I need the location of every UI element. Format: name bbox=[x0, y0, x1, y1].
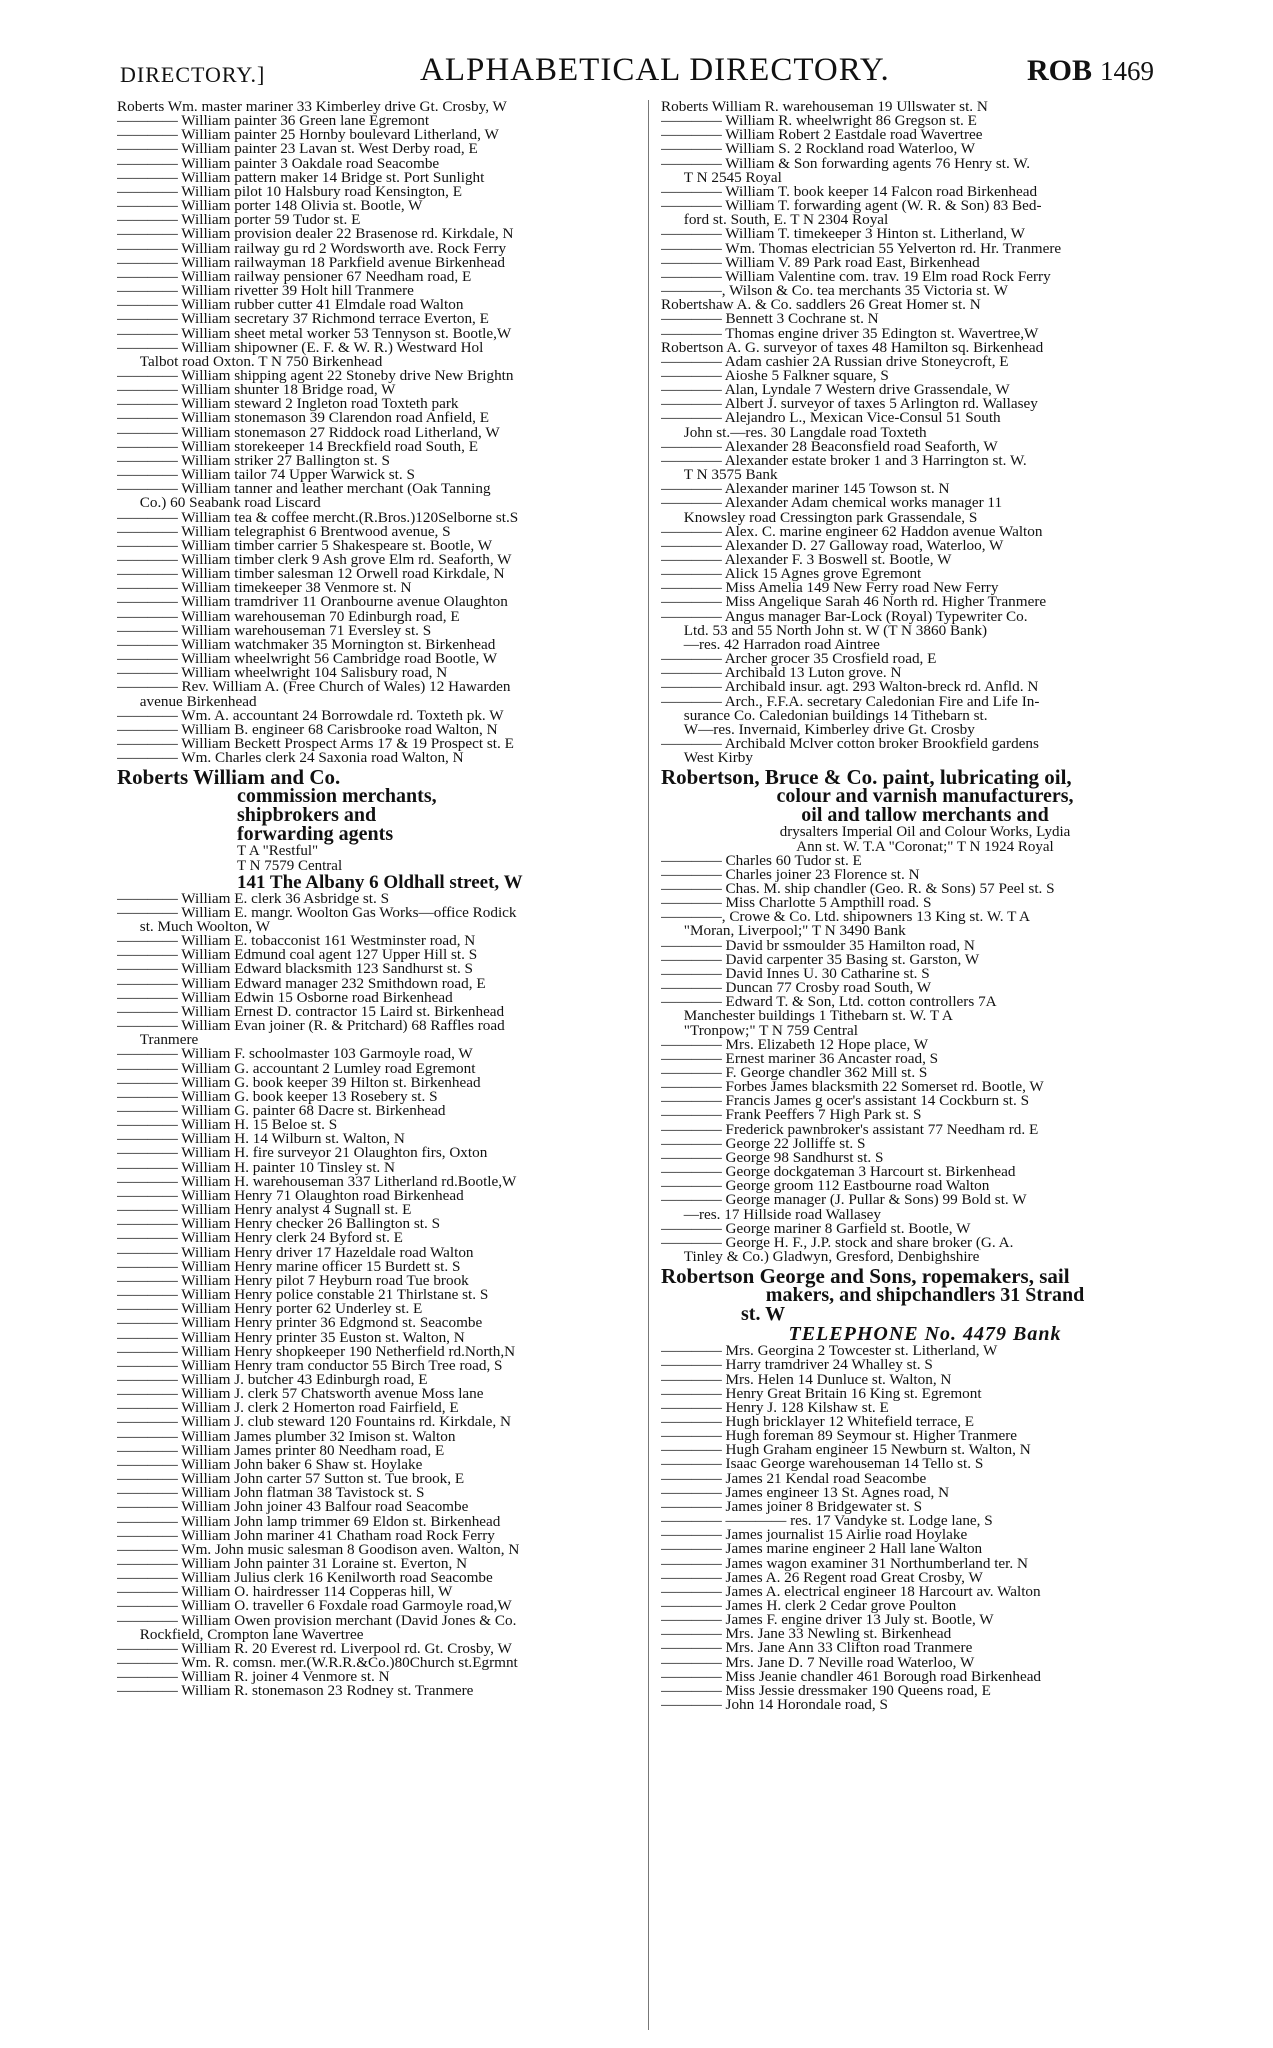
page-number: 1469 bbox=[1100, 56, 1154, 86]
directory-entry: ———— Angus manager Bar-Lock (Royal) Typewriter Co. bbox=[661, 607, 1028, 625]
directory-entry: ———— William F. schoolmaster 103 Garmoyle road, W bbox=[117, 1045, 473, 1063]
directory-entry: ———— William Henry police constable 21 Thirlstane st. S bbox=[117, 1286, 489, 1304]
directory-entry: ———— Ernest mariner 36 Ancaster road, S bbox=[661, 1049, 939, 1067]
directory-entry: ———— William G. painter 68 Dacre st. Birkenhead bbox=[117, 1102, 446, 1119]
firm-line: drysalters Imperial Oil and Colour Works, Lydia bbox=[779, 824, 1071, 841]
firm-line: makers, and shipchandlers 31 Strand bbox=[765, 1284, 1085, 1307]
directory-entry: ———— William H. 14 Wilburn st. Walton, N bbox=[117, 1130, 405, 1148]
directory-entry: ———— Archibald 13 Luton grove. N bbox=[661, 664, 902, 682]
header-left: DIRECTORY.] bbox=[120, 62, 266, 87]
header-title: ALPHABETICAL DIRECTORY. bbox=[420, 52, 890, 88]
directory-entry: ———— Rev. William A. (Free Church of Wales) 12 Hawarden bbox=[117, 678, 511, 696]
directory-entry: ———— Mrs. Jane Ann 33 Clifton road Tranmere bbox=[661, 1639, 973, 1657]
directory-entry: ———— Adam cashier 2A Russian drive Stoneycroft, E bbox=[661, 352, 1009, 370]
directory-entry: ———— William H. painter 10 Tinsley st. N bbox=[117, 1158, 395, 1176]
directory-entry: ———— William railway pensioner 67 Needham road, E bbox=[117, 267, 472, 285]
directory-entry: ———— David Innes U. 30 Catharine st. S bbox=[661, 964, 930, 982]
directory-entry: ———— James A. electrical engineer 18 Harcourt av. Walton bbox=[661, 1582, 1041, 1600]
directory-entry: ———— William T. timekeeper 3 Hinton st. Litherland, W bbox=[661, 225, 1025, 243]
directory-entry: ———— William Owen provision merchant (David Jones & Co. bbox=[117, 1611, 517, 1629]
directory-entry: ———— David br ssmoulder 35 Hamilton road, N bbox=[661, 936, 975, 954]
directory-entry: Co.) 60 Seabank road Liscard bbox=[117, 494, 321, 512]
directory-entry: ———— William Edwin 15 Osborne road Birkenhead bbox=[117, 988, 453, 1006]
directory-entry: ———— Alick 15 Agnes grove Egremont bbox=[661, 565, 922, 583]
directory-entry: ———— William telegraphist 6 Brentwood avenue, S bbox=[117, 522, 451, 540]
directory-entry: ———— James journalist 15 Airlie road Hoylake bbox=[661, 1526, 968, 1544]
right-entries-2 bbox=[661, 851, 1189, 1266]
firm-line: forwarding agents bbox=[237, 823, 394, 846]
firm-lead: Robertson, Bruce & Co. paint, lubricating oil, bbox=[661, 765, 1072, 790]
directory-entry: ———— Wm. Thomas electrician 55 Yelverton rd. Hr. Tranmere bbox=[661, 239, 1062, 257]
directory-entry: ———— Edward T. & Son, Ltd. cotton controllers 7A bbox=[661, 993, 997, 1011]
directory-entry: ———— Alexander mariner 145 Towson st. N bbox=[661, 480, 950, 498]
directory-entry: ———— William Edmund coal agent 127 Upper Hill st. S bbox=[117, 946, 478, 964]
directory-entry: ———— Archer grocer 35 Crosfield road, E bbox=[661, 650, 937, 668]
firm-name: Roberts William and Co. bbox=[117, 765, 341, 790]
directory-entry: ———— Charles 60 Tudor st. E bbox=[661, 851, 862, 869]
directory-entry: ———— William Henry pilot 7 Heyburn road Tue brook bbox=[117, 1271, 469, 1289]
firm-robertson-bruce bbox=[661, 767, 1189, 853]
directory-entry: ———— William stonemason 39 Clarendon road Anfield, E bbox=[117, 409, 489, 427]
directory-entry: ———— William Henry driver 17 Hazeldale road Walton bbox=[117, 1243, 474, 1261]
directory-entry: ———— Charles joiner 23 Florence st. N bbox=[661, 865, 920, 883]
directory-entry: ———— William railway gu rd 2 Wordsworth ave. Rock Ferry bbox=[117, 239, 507, 257]
directory-entry: ———— Frank Peeffers 7 High Park st. S bbox=[661, 1106, 922, 1124]
column-divider bbox=[648, 100, 649, 2030]
directory-entry: ———— William H. fire surveyor 21 Olaughton firs, Oxton bbox=[117, 1144, 488, 1162]
directory-entry: ———— William pattern maker 14 Bridge st. Port Sunlight bbox=[117, 168, 485, 186]
directory-entry: ———— James A. 26 Regent road Great Crosby, W bbox=[661, 1568, 983, 1586]
directory-entry: ———— William Henry porter 62 Underley st. E bbox=[117, 1300, 423, 1318]
directory-entry: ———— Alexander D. 27 Galloway road, Waterloo, W bbox=[661, 536, 1004, 554]
directory-entry: ———— Wm. R. comsn. mer.(W.R.R.&Co.)80Church st.Egrmnt bbox=[117, 1654, 518, 1672]
directory-entry: ———— William stonemason 27 Riddock road Litherland, W bbox=[117, 423, 500, 441]
directory-entry: ———— James F. engine driver 13 July st. Bootle, W bbox=[661, 1611, 994, 1629]
directory-entry: ———— William Valentine com. trav. 19 Elm road Rock Ferry bbox=[661, 267, 1051, 285]
directory-entry: ———— William Evan joiner (R. & Pritchard) 68 Raffles road bbox=[117, 1017, 505, 1035]
directory-entry: ———— William rivetter 39 Holt hill Tranmere bbox=[117, 282, 414, 300]
directory-entry: ———— Thomas engine driver 35 Edington st. Wavertree,W bbox=[661, 324, 1039, 342]
directory-entry: ———— William R. 20 Everest rd. Liverpool rd. Gt. Crosby, W bbox=[117, 1639, 512, 1657]
directory-entry: ———— George dockgateman 3 Harcourt st. Birkenhead bbox=[661, 1163, 1016, 1181]
firm-line: Ann st. W. T.A "Coronat;" T N 1924 Royal bbox=[796, 838, 1054, 855]
firm-roberts-william bbox=[117, 767, 645, 891]
page-header bbox=[0, 52, 1273, 96]
directory-entry: ———— James H. clerk 2 Cedar grove Poulton bbox=[661, 1597, 957, 1614]
directory-entry: ———— William John carter 57 Sutton st. Tue brook, E bbox=[117, 1470, 465, 1488]
directory-entry: ———— Miss Amelia 149 New Ferry road New Ferry bbox=[661, 579, 999, 597]
directory-entry: W—res. Invernaid, Kimberley drive Gt. Crosby bbox=[661, 720, 975, 738]
directory-entry: Roberts William R. warehouseman 19 Ullswater st. N bbox=[661, 100, 988, 115]
directory-entry: ———— William John baker 6 Shaw st. Hoylake bbox=[117, 1455, 423, 1473]
directory-entry: ———— Hugh bricklayer 12 Whitefield terrace, E bbox=[661, 1412, 975, 1430]
directory-entry: Robertshaw A. & Co. saddlers 26 Great Homer st. N bbox=[661, 296, 981, 314]
firm-telephone: TELEPHONE No. 4479 Bank bbox=[788, 1323, 1062, 1346]
firm-tn: T N 7579 Central bbox=[237, 857, 343, 874]
directory-entry: Rockfield, Crompton lane Wavertree bbox=[117, 1625, 364, 1643]
firm-ta: T A "Restful" bbox=[237, 843, 319, 860]
directory-entry: "Tronpow;" T N 759 Central bbox=[661, 1021, 858, 1039]
directory-entry: ———— William Henry clerk 24 Byford st. E bbox=[117, 1229, 403, 1247]
firm-address: 141 The Albany 6 Oldhall street, W bbox=[237, 871, 523, 893]
directory-entry: ———— William John mariner 41 Chatham road Rock Ferry bbox=[117, 1526, 495, 1544]
directory-entry: ———— William G. accountant 2 Lumley road Egremont bbox=[117, 1059, 476, 1077]
directory-entry: ———— William John lamp trimmer 69 Eldon st. Birkenhead bbox=[117, 1512, 501, 1530]
directory-entry: ———— William timber clerk 9 Ash grove Elm rd. Seaforth, W bbox=[117, 551, 512, 568]
directory-entry: ———— Mrs. Elizabeth 12 Hope place, W bbox=[661, 1035, 929, 1053]
directory-entry: ———— Mrs. Jane D. 7 Neville road Waterloo, W bbox=[661, 1653, 975, 1671]
directory-entry: Robertson A. G. surveyor of taxes 48 Hamilton sq. Birkenhead bbox=[661, 338, 1044, 356]
directory-entry: ———— Mrs. Helen 14 Dunluce st. Walton, N bbox=[661, 1370, 952, 1388]
left-entries bbox=[117, 100, 645, 765]
directory-entry: ———— William O. hairdresser 114 Copperas hill, W bbox=[117, 1583, 453, 1601]
directory-entry: ———— William timber carrier 5 Shakespeare st. Bootle, W bbox=[117, 536, 493, 554]
directory-entry: ———— William storekeeper 14 Breckfield road South, E bbox=[117, 437, 478, 455]
directory-entry: "Moran, Liverpool;" T N 3490 Bank bbox=[661, 922, 906, 940]
directory-entry: ———— James 21 Kendal road Seacombe bbox=[661, 1469, 927, 1487]
directory-entry: ———— William Henry 71 Olaughton road Birkenhead bbox=[117, 1186, 464, 1204]
directory-entry: ———— William porter 148 Olivia st. Bootle, W bbox=[117, 197, 423, 215]
directory-entry: ———— William painter 23 Lavan st. West Derby road, E bbox=[117, 140, 478, 158]
directory-entry: ———— William E. clerk 36 Asbridge st. S bbox=[117, 889, 390, 907]
directory-entry: ———— Alexander estate broker 1 and 3 Harrington st. W. bbox=[661, 451, 1027, 469]
directory-entry: ———— William Julius clerk 16 Kenilworth road Seacombe bbox=[117, 1569, 493, 1587]
directory-entry: —res. 42 Harradon road Aintree bbox=[661, 635, 880, 653]
directory-entry: —res. 17 Hillside road Wallasey bbox=[661, 1205, 881, 1223]
directory-entry: ———— William J. butcher 43 Edinburgh road, E bbox=[117, 1370, 428, 1388]
directory-entry: ————, Wilson & Co. tea merchants 35 Victoria st. W bbox=[661, 282, 1008, 300]
directory-entry: ———— William painter 25 Hornby boulevard Litherland, W bbox=[117, 126, 499, 144]
directory-entry: ———— Archibald insur. agt. 293 Walton-breck rd. Anfld. N bbox=[661, 678, 1039, 696]
directory-entry: ———— Alejandro L., Mexican Vice-Consul 51 South bbox=[661, 409, 1001, 427]
directory-entry: ———— William striker 27 Ballington st. S bbox=[117, 451, 390, 469]
left-entries-2 bbox=[117, 889, 645, 1700]
directory-entry: ———— George 98 Sandhurst st. S bbox=[661, 1148, 884, 1166]
header-code: ROB bbox=[1027, 54, 1093, 87]
directory-entry: ———— Miss Jeanie chandler 461 Borough road Birkenhead bbox=[661, 1667, 1042, 1685]
directory-entry: ———— William G. book keeper 13 Rosebery st. S bbox=[117, 1087, 438, 1105]
directory-entry: st. Much Woolton, W bbox=[117, 917, 271, 935]
directory-entry: ———— William J. clerk 2 Homerton road Fairfield, E bbox=[117, 1399, 459, 1417]
directory-entry: ———— Forbes James blacksmith 22 Somerset rd. Bootle, W bbox=[661, 1078, 1044, 1096]
directory-entry: ———— William provision dealer 22 Brasenose rd. Kirkdale, N bbox=[117, 225, 514, 243]
directory-entry: ———— William secretary 37 Richmond terrace Everton, E bbox=[117, 310, 489, 328]
directory-entry: ———— James wagon examiner 31 Northumberland ter. N bbox=[661, 1554, 1028, 1572]
directory-entry: ———— William T. forwarding agent (W. R. & Son) 83 Bed- bbox=[661, 197, 1042, 215]
directory-entry: ———— ———— res. 17 Vandyke st. Lodge lane, S bbox=[661, 1512, 993, 1530]
directory-entry: ———— George mariner 8 Garfield st. Bootle, W bbox=[661, 1219, 971, 1237]
directory-entry: ———— Alexander F. 3 Boswell st. Bootle, W bbox=[661, 551, 952, 568]
directory-entry: ———— William shunter 18 Bridge road, W bbox=[117, 381, 396, 399]
directory-entry: Ltd. 53 and 55 North John st. W (T N 3860 Bank) bbox=[661, 621, 988, 639]
directory-entry: ———— Alexander Adam chemical works manager 11 bbox=[661, 494, 1003, 512]
directory-entry: ———— William Henry analyst 4 Sugnall st. E bbox=[117, 1201, 412, 1219]
directory-entry: ———— Francis James g ocer's assistant 14 Cockburn st. S bbox=[661, 1092, 1030, 1110]
directory-entry: ———— Alan, Lyndale 7 Western drive Grassendale, W bbox=[661, 381, 1010, 399]
directory-entry: T N 3575 Bank bbox=[661, 466, 778, 484]
directory-entry: ———— Bennett 3 Cochrane st. N bbox=[661, 310, 879, 328]
directory-entry: ———— Wm. Charles clerk 24 Saxonia road Walton, N bbox=[117, 749, 464, 767]
directory-entry: ———— William Edward blacksmith 123 Sandhurst st. S bbox=[117, 960, 473, 978]
directory-entry: ———— William warehouseman 71 Eversley st. S bbox=[117, 621, 432, 639]
directory-entry: ———— William R. wheelwright 86 Gregson st. E bbox=[661, 112, 977, 130]
directory-entry: ———— William G. book keeper 39 Hilton st. Birkenhead bbox=[117, 1073, 481, 1091]
directory-entry: ———— Arch., F.F.A. secretary Caledonian Fire and Life In- bbox=[661, 692, 1040, 710]
left-column bbox=[117, 100, 645, 2035]
directory-entry: ———— William porter 59 Tudor st. E bbox=[117, 211, 361, 229]
directory-entry: ———— George 22 Jolliffe st. S bbox=[661, 1134, 866, 1152]
directory-entry: ———— Mrs. Georgina 2 Towcester st. Litherland, W bbox=[661, 1342, 998, 1360]
directory-entry: T N 2545 Royal bbox=[661, 168, 782, 186]
directory-entry: ———— Alexander 28 Beaconsfield road Seaforth, W bbox=[661, 437, 998, 455]
directory-entry: Talbot road Oxton. T N 750 Birkenhead bbox=[117, 352, 383, 370]
directory-entry: ———— William Henry marine officer 15 Burdett st. S bbox=[117, 1257, 461, 1275]
directory-entry: ———— James engineer 13 St. Agnes road, N bbox=[661, 1483, 950, 1501]
directory-entry: ———— Chas. M. ship chandler (Geo. R. & Sons) 57 Peel st. S bbox=[661, 879, 1055, 897]
directory-entry: ———— F. George chandler 362 Mill st. S bbox=[661, 1064, 928, 1081]
firm-lead: Robertson George and Sons, ropemakers, sail bbox=[661, 1264, 1070, 1289]
directory-entry: John st.—res. 30 Langdale road Toxteth bbox=[661, 423, 927, 441]
directory-entry: ———— George manager (J. Pullar & Sons) 99 Bold st. W bbox=[661, 1191, 1027, 1209]
directory-entry: ———— William wheelwright 56 Cambridge road Bootle, W bbox=[117, 650, 498, 668]
directory-entry: ———— William Henry checker 26 Ballington st. S bbox=[117, 1215, 441, 1233]
directory-entry: ———— William tramdriver 11 Oranbourne avenue Olaughton bbox=[117, 593, 508, 611]
right-entries bbox=[661, 100, 1189, 765]
directory-entry: ———— George groom 112 Eastbourne road Walton bbox=[661, 1177, 990, 1195]
directory-entry: ———— William steward 2 Ingleton road Toxteth park bbox=[117, 395, 459, 413]
directory-entry: ———— William Henry printer 35 Euston st. Walton, N bbox=[117, 1328, 465, 1346]
directory-entry: ———— William & Son forwarding agents 76 Henry st. W. bbox=[661, 154, 1031, 172]
directory-entry: ———— Harry tramdriver 24 Whalley st. S bbox=[661, 1356, 933, 1374]
directory-entry: ———— Wm. A. accountant 24 Borrowdale rd. Toxteth pk. W bbox=[117, 706, 504, 724]
firm-robertson-george bbox=[661, 1266, 1189, 1344]
firm-line: shipbrokers and bbox=[237, 804, 377, 827]
directory-entry: ———— William James plumber 32 Imison st. Walton bbox=[117, 1427, 456, 1445]
directory-entry: ———— William John flatman 38 Tavistock st. S bbox=[117, 1484, 425, 1502]
firm-line: st. W bbox=[741, 1303, 786, 1326]
directory-entry: ———— Miss Angelique Sarah 46 North rd. Higher Tranmere bbox=[661, 593, 1047, 611]
directory-entry: ———— William E. mangr. Woolton Gas Works—office Rodick bbox=[117, 903, 517, 921]
directory-entry: ———— William O. traveller 6 Foxdale road Garmoyle road,W bbox=[117, 1597, 512, 1615]
directory-entry: ———— William Ernest D. contractor 15 Laird st. Birkenhead bbox=[117, 1002, 505, 1020]
directory-entry: ———— William sheet metal worker 53 Tennyson st. Bootle,W bbox=[117, 324, 512, 342]
directory-entry: ———— James joiner 8 Bridgewater st. S bbox=[661, 1497, 923, 1515]
directory-entry: ———— Hugh foreman 89 Seymour st. Higher Tranmere bbox=[661, 1427, 1018, 1445]
directory-entry: ———— William Henry tram conductor 55 Birch Tree road, S bbox=[117, 1356, 503, 1374]
directory-entry: ———— Aioshe 5 Falkner square, S bbox=[661, 366, 889, 384]
directory-entry: ———— William E. tobacconist 161 Westminster road, N bbox=[117, 932, 476, 950]
directory-entry: ———— Mrs. Jane 33 Newling st. Birkenhead bbox=[661, 1625, 952, 1643]
directory-entry: avenue Birkenhead bbox=[117, 692, 257, 710]
directory-entry: West Kirby bbox=[661, 749, 753, 767]
directory-entry: ———— James marine engineer 2 Hall lane Walton bbox=[661, 1540, 983, 1558]
directory-entry: ———— William T. book keeper 14 Falcon road Birkenhead bbox=[661, 182, 1038, 200]
directory-entry: ———— William V. 89 Park road East, Birkenhead bbox=[661, 253, 980, 271]
directory-entry: ———— William Robert 2 Eastdale road Wavertree bbox=[661, 126, 983, 144]
directory-entry: surance Co. Caledonian buildings 14 Tithebarn st. bbox=[661, 706, 988, 724]
firm-line: colour and varnish manufacturers, bbox=[776, 785, 1074, 808]
directory-entry: ———— Archibald Mclver cotton broker Brookfield gardens bbox=[661, 735, 1039, 753]
directory-entry: ———— Frederick pawnbroker's assistant 77 Needham rd. E bbox=[661, 1120, 1039, 1138]
directory-entry: ———— Isaac George warehouseman 14 Tello st. S bbox=[661, 1455, 984, 1473]
right-column bbox=[661, 100, 1189, 2035]
directory-entry: ———— William watchmaker 35 Mornington st. Birkenhead bbox=[117, 635, 496, 653]
directory-entry: ———— Miss Charlotte 5 Ampthill road. S bbox=[661, 894, 932, 912]
directory-entry: ———— William railwayman 18 Parkfield avenue Birkenhead bbox=[117, 253, 505, 271]
directory-entry: ———— William timekeeper 38 Venmore st. N bbox=[117, 579, 412, 597]
directory-entry: ———— William Edward manager 232 Smithdown road, E bbox=[117, 974, 486, 992]
directory-entry: ————, Crowe & Co. Ltd. shipowners 13 King st. W. T A bbox=[661, 908, 1031, 926]
directory-entry: ———— William Beckett Prospect Arms 17 & 19 Prospect st. E bbox=[117, 735, 514, 753]
directory-entry: ———— William H. 15 Beloe st. S bbox=[117, 1116, 338, 1134]
directory-entry: ———— William John painter 31 Loraine st. Everton, N bbox=[117, 1555, 468, 1572]
directory-entry: ———— William painter 36 Green lane Egremont bbox=[117, 112, 430, 130]
directory-entry: Roberts Wm. master mariner 33 Kimberley drive Gt. Crosby, W bbox=[117, 100, 507, 115]
directory-entry: ———— William tailor 74 Upper Warwick st. S bbox=[117, 466, 415, 484]
directory-entry: Knowsley road Cressington park Grassendale, S bbox=[661, 508, 978, 526]
directory-entry: ———— David carpenter 35 Basing st. Garston, W bbox=[661, 950, 980, 968]
directory-entry: Tranmere bbox=[117, 1031, 199, 1049]
directory-entry: ———— Henry J. 128 Kilshaw st. E bbox=[661, 1398, 889, 1416]
directory-entry: ford st. South, E. T N 2304 Royal bbox=[661, 211, 889, 229]
directory-entry: ———— William wheelwright 104 Salisbury road, N bbox=[117, 664, 448, 682]
directory-entry: ———— Henry Great Britain 16 King st. Egremont bbox=[661, 1384, 982, 1402]
directory-entry: ———— William John joiner 43 Balfour road Seacombe bbox=[117, 1498, 469, 1516]
directory-entry: ———— William B. engineer 68 Carisbrooke road Walton, N bbox=[117, 720, 498, 738]
directory-entry: ———— William S. 2 Rockland road Waterloo, W bbox=[661, 140, 976, 158]
firm-line: commission merchants, bbox=[237, 785, 437, 808]
directory-entry: ———— Albert J. surveyor of taxes 5 Arlington rd. Wallasey bbox=[661, 395, 1038, 413]
directory-entry: ———— William shipping agent 22 Stoneby drive New Brightn bbox=[117, 366, 514, 384]
directory-entry: ———— William painter 3 Oakdale road Seacombe bbox=[117, 154, 440, 172]
directory-entry: ———— William J. clerk 57 Chatsworth avenue Moss lane bbox=[117, 1385, 484, 1403]
directory-entry: ———— John 14 Horondale road, S bbox=[661, 1696, 888, 1714]
directory-entry: ———— William James printer 80 Needham road, E bbox=[117, 1441, 445, 1459]
directory-entry: ———— William R. joiner 4 Venmore st. N bbox=[117, 1668, 390, 1686]
right-entries-3 bbox=[661, 1344, 1189, 1712]
directory-entry: ———— William warehouseman 70 Edinburgh road, E bbox=[117, 607, 460, 625]
directory-entry: ———— William pilot 10 Halsbury road Kensington, E bbox=[117, 182, 463, 200]
directory-entry: Tinley & Co.) Gladwyn, Gresford, Denbighshire bbox=[661, 1248, 980, 1266]
directory-entry: ———— Wm. John music salesman 8 Goodison aven. Walton, N bbox=[117, 1540, 520, 1558]
directory-entry: ———— William rubber cutter 41 Elmdale road Walton bbox=[117, 296, 464, 314]
firm-line: oil and tallow merchants and bbox=[801, 804, 1049, 827]
directory-entry: ———— Alex. C. marine engineer 62 Haddon avenue Walton bbox=[661, 522, 1043, 540]
directory-entry: ———— William J. club steward 120 Fountains rd. Kirkdale, N bbox=[117, 1413, 511, 1431]
directory-entry: ———— Miss Jessie dressmaker 190 Queens road, E bbox=[661, 1681, 991, 1699]
directory-entry: ———— William Henry shopkeeper 190 Netherfield rd.North,N bbox=[117, 1342, 516, 1360]
directory-entry: ———— George H. F., J.P. stock and share broker (G. A. bbox=[661, 1233, 1014, 1251]
directory-entry: ———— William tea & coffee mercht.(R.Bros.)120Selborne st.S bbox=[117, 508, 519, 526]
directory-entry: ———— William H. warehouseman 337 Litherland rd.Bootle,W bbox=[117, 1172, 517, 1190]
directory-entry: ———— Duncan 77 Crosby road South, W bbox=[661, 979, 932, 997]
directory-entry: ———— William tanner and leather merchant (Oak Tanning bbox=[117, 480, 491, 498]
directory-entry: ———— William shipowner (E. F. & W. R.) Westward Hol bbox=[117, 338, 484, 356]
directory-entry: ———— William R. stonemason 23 Rodney st. Tranmere bbox=[117, 1682, 474, 1700]
directory-entry: ———— William timber salesman 12 Orwell road Kirkdale, N bbox=[117, 565, 505, 583]
directory-entry: Manchester buildings 1 Tithebarn st. W. T A bbox=[661, 1007, 953, 1025]
directory-entry: ———— Hugh Graham engineer 15 Newburn st. Walton, N bbox=[661, 1441, 1031, 1459]
directory-entry: ———— William Henry printer 36 Edgmond st. Seacombe bbox=[117, 1314, 483, 1332]
